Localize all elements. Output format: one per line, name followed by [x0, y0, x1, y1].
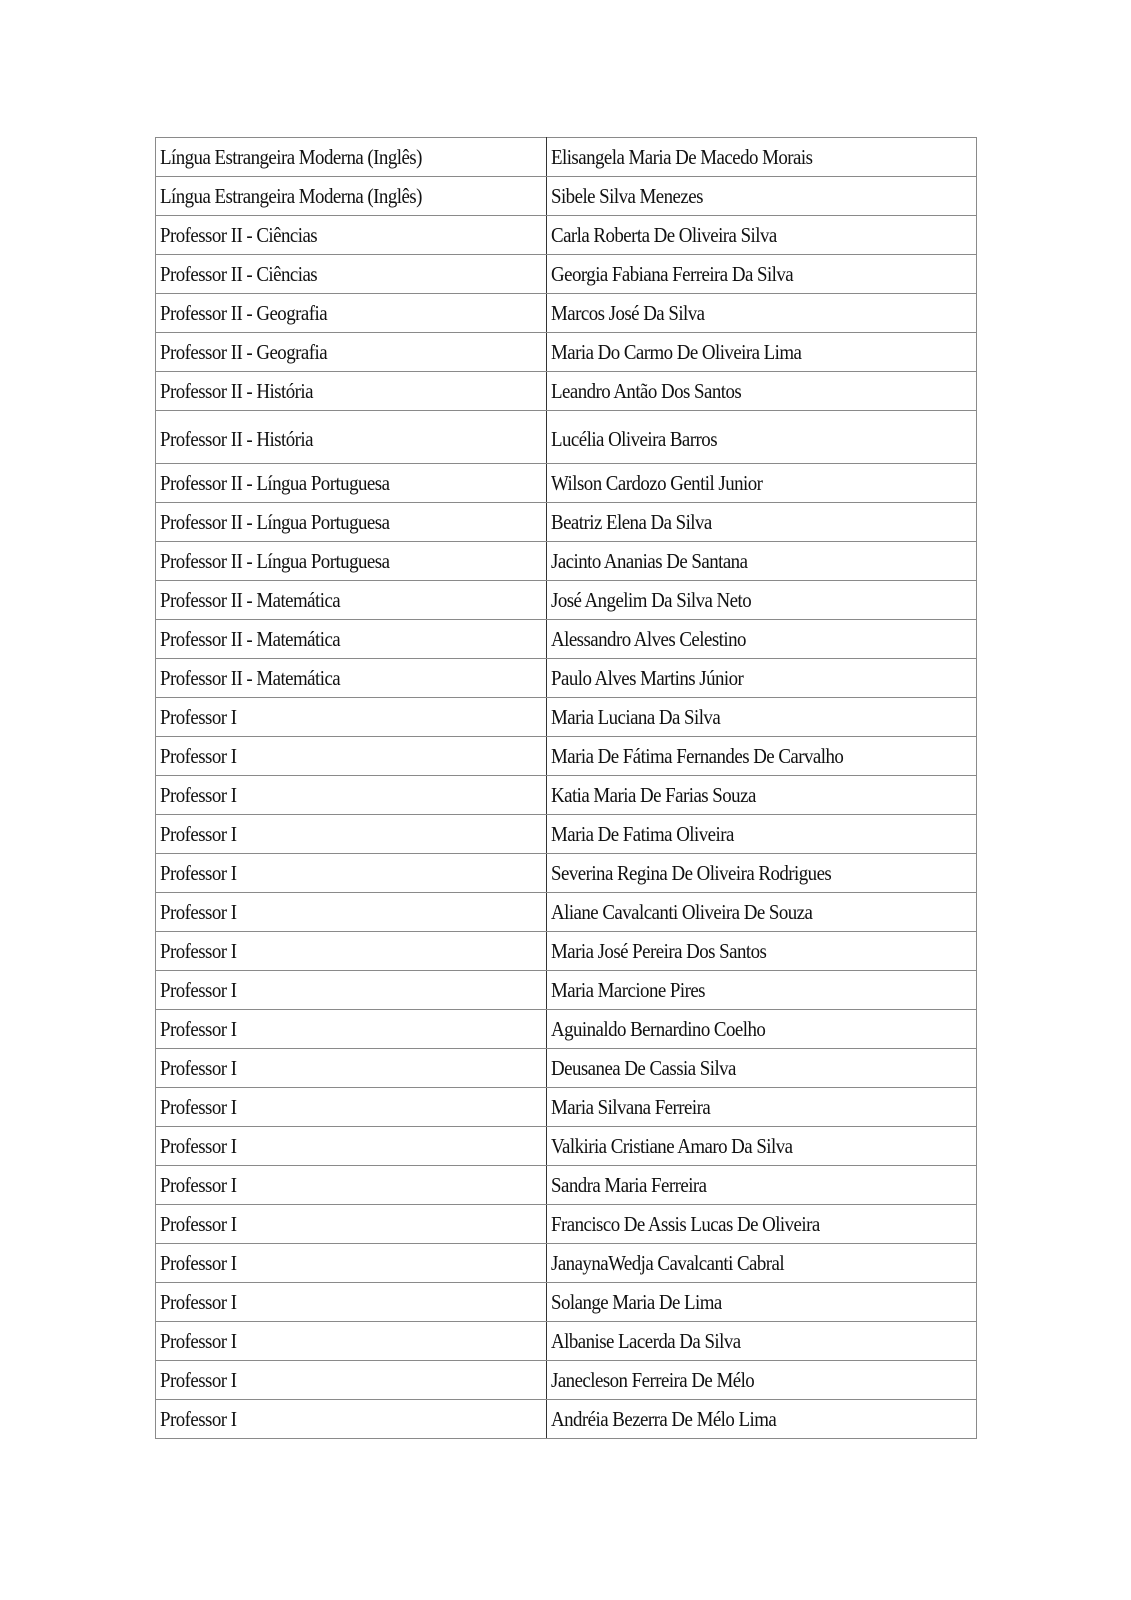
role-cell — [156, 1322, 547, 1361]
role-cell — [156, 737, 547, 776]
name-text: Severina Regina De Oliveira Rodrigues — [551, 861, 832, 885]
role-cell — [156, 1205, 547, 1244]
role-cell — [156, 815, 547, 854]
role-cell — [156, 138, 547, 177]
name-cell — [547, 542, 977, 581]
role-cell — [156, 1049, 547, 1088]
name-text: Maria José Pereira Dos Santos — [551, 939, 767, 963]
table-row — [156, 255, 977, 294]
name-text: Georgia Fabiana Ferreira Da Silva — [551, 262, 794, 286]
name-cell — [547, 659, 977, 698]
role-cell — [156, 464, 547, 503]
name-text: Maria Luciana Da Silva — [551, 705, 721, 729]
table-row — [156, 581, 977, 620]
name-cell — [547, 1361, 977, 1400]
table-row — [156, 1322, 977, 1361]
table-row — [156, 411, 977, 464]
name-text: Maria De Fatima Oliveira — [551, 822, 734, 846]
role-text: Professor I — [160, 978, 237, 1002]
name-text: Wilson Cardozo Gentil Junior — [551, 471, 763, 495]
role-cell — [156, 1166, 547, 1205]
role-cell — [156, 1283, 547, 1322]
name-cell — [547, 1127, 977, 1166]
role-text: Professor I — [160, 1329, 237, 1353]
role-cell — [156, 932, 547, 971]
table-row — [156, 1205, 977, 1244]
role-text: Professor I — [160, 744, 237, 768]
name-cell — [547, 776, 977, 815]
table-row — [156, 464, 977, 503]
role-text: Professor I — [160, 861, 237, 885]
name-text: Marcos José Da Silva — [551, 301, 705, 325]
role-cell — [156, 971, 547, 1010]
table-row — [156, 1088, 977, 1127]
role-cell — [156, 1244, 547, 1283]
name-text: Beatriz Elena Da Silva — [551, 510, 712, 534]
name-cell — [547, 1088, 977, 1127]
staff-roster-table — [155, 137, 977, 1439]
table-row — [156, 1010, 977, 1049]
name-text: Valkiria Cristiane Amaro Da Silva — [551, 1134, 793, 1158]
name-cell — [547, 464, 977, 503]
role-text: Professor I — [160, 1017, 237, 1041]
name-cell — [547, 216, 977, 255]
role-text: Professor II - Ciências — [160, 223, 318, 247]
role-text: Professor II - Matemática — [160, 627, 341, 651]
role-text: Professor II - Língua Portuguesa — [160, 471, 390, 495]
table-row — [156, 659, 977, 698]
name-cell — [547, 698, 977, 737]
role-text: Professor II - História — [160, 427, 313, 451]
role-text: Professor I — [160, 1368, 237, 1392]
name-cell — [547, 1205, 977, 1244]
role-cell — [156, 893, 547, 932]
name-cell — [547, 1400, 977, 1439]
table-row — [156, 1049, 977, 1088]
role-text: Professor II - História — [160, 379, 313, 403]
role-text: Professor II - Ciências — [160, 262, 318, 286]
role-text: Professor II - Língua Portuguesa — [160, 510, 390, 534]
name-text: Maria Silvana Ferreira — [551, 1095, 711, 1119]
role-cell — [156, 659, 547, 698]
role-text: Professor I — [160, 1056, 237, 1080]
role-text: Professor II - Matemática — [160, 666, 341, 690]
name-cell — [547, 581, 977, 620]
name-cell — [547, 333, 977, 372]
role-cell — [156, 854, 547, 893]
table-row — [156, 1244, 977, 1283]
role-text: Professor II - Matemática — [160, 588, 341, 612]
name-text: Elisangela Maria De Macedo Morais — [551, 145, 813, 169]
name-cell — [547, 815, 977, 854]
name-cell — [547, 1049, 977, 1088]
name-cell — [547, 294, 977, 333]
name-text: JanaynaWedja Cavalcanti Cabral — [551, 1251, 785, 1275]
role-text: Professor I — [160, 1407, 237, 1431]
table-row — [156, 737, 977, 776]
name-text: José Angelim Da Silva Neto — [551, 588, 752, 612]
name-text: Deusanea De Cassia Silva — [551, 1056, 736, 1080]
role-cell — [156, 216, 547, 255]
name-text: Maria De Fátima Fernandes De Carvalho — [551, 744, 844, 768]
role-cell — [156, 698, 547, 737]
name-text: Andréia Bezerra De Mélo Lima — [551, 1407, 777, 1431]
name-text: Maria Marcione Pires — [551, 978, 705, 1002]
role-text: Professor I — [160, 1095, 237, 1119]
name-cell — [547, 854, 977, 893]
name-cell — [547, 737, 977, 776]
role-text: Professor I — [160, 1290, 237, 1314]
name-text: Janecleson Ferreira De Mélo — [551, 1368, 755, 1392]
name-text: Aguinaldo Bernardino Coelho — [551, 1017, 766, 1041]
table-row — [156, 893, 977, 932]
table-row — [156, 138, 977, 177]
role-text: Professor I — [160, 1134, 237, 1158]
role-text: Professor I — [160, 783, 237, 807]
table-row — [156, 294, 977, 333]
name-cell — [547, 1322, 977, 1361]
table-row — [156, 372, 977, 411]
name-cell — [547, 503, 977, 542]
name-cell — [547, 620, 977, 659]
name-cell — [547, 1244, 977, 1283]
name-text: Albanise Lacerda Da Silva — [551, 1329, 741, 1353]
table-row — [156, 1283, 977, 1322]
name-cell — [547, 138, 977, 177]
role-text: Professor I — [160, 900, 237, 924]
role-cell — [156, 503, 547, 542]
name-text: Alessandro Alves Celestino — [551, 627, 746, 651]
name-cell — [547, 1283, 977, 1322]
role-cell — [156, 581, 547, 620]
role-cell — [156, 177, 547, 216]
role-cell — [156, 372, 547, 411]
role-cell — [156, 1088, 547, 1127]
table-row — [156, 177, 977, 216]
name-cell — [547, 255, 977, 294]
table-row — [156, 1127, 977, 1166]
table-row — [156, 698, 977, 737]
role-cell — [156, 1361, 547, 1400]
table-row — [156, 1400, 977, 1439]
role-text: Professor II - Língua Portuguesa — [160, 549, 390, 573]
table-row — [156, 971, 977, 1010]
table-row — [156, 216, 977, 255]
role-cell — [156, 411, 547, 464]
table-row — [156, 542, 977, 581]
name-text: Jacinto Ananias De Santana — [551, 549, 748, 573]
name-cell — [547, 177, 977, 216]
role-text: Professor I — [160, 1173, 237, 1197]
role-cell — [156, 294, 547, 333]
role-cell — [156, 776, 547, 815]
name-cell — [547, 893, 977, 932]
role-text: Professor II - Geografia — [160, 301, 328, 325]
role-cell — [156, 255, 547, 294]
table-row — [156, 854, 977, 893]
role-text: Professor I — [160, 1212, 237, 1236]
role-text: Professor II - Geografia — [160, 340, 328, 364]
role-text: Professor I — [160, 705, 237, 729]
table-row — [156, 620, 977, 659]
role-cell — [156, 1400, 547, 1439]
role-cell — [156, 333, 547, 372]
role-cell — [156, 620, 547, 659]
name-text: Sandra Maria Ferreira — [551, 1173, 707, 1197]
table-row — [156, 503, 977, 542]
name-cell — [547, 1166, 977, 1205]
role-cell — [156, 542, 547, 581]
role-cell — [156, 1127, 547, 1166]
name-cell — [547, 932, 977, 971]
role-text: Língua Estrangeira Moderna (Inglês) — [160, 184, 422, 208]
table-row — [156, 1361, 977, 1400]
role-text: Professor I — [160, 822, 237, 846]
name-text: Sibele Silva Menezes — [551, 184, 703, 208]
name-cell — [547, 971, 977, 1010]
name-text: Carla Roberta De Oliveira Silva — [551, 223, 777, 247]
table-row — [156, 333, 977, 372]
name-text: Paulo Alves Martins Júnior — [551, 666, 744, 690]
name-text: Leandro Antão Dos Santos — [551, 379, 742, 403]
name-cell — [547, 1010, 977, 1049]
role-cell — [156, 1010, 547, 1049]
name-cell — [547, 411, 977, 464]
name-cell — [547, 372, 977, 411]
table-row — [156, 932, 977, 971]
table-row — [156, 1166, 977, 1205]
table-row — [156, 815, 977, 854]
name-text: Solange Maria De Lima — [551, 1290, 722, 1314]
name-text: Lucélia Oliveira Barros — [551, 427, 718, 451]
role-text: Língua Estrangeira Moderna (Inglês) — [160, 145, 422, 169]
role-text: Professor I — [160, 939, 237, 963]
name-text: Maria Do Carmo De Oliveira Lima — [551, 340, 802, 364]
name-text: Katia Maria De Farias Souza — [551, 783, 756, 807]
name-text: Aliane Cavalcanti Oliveira De Souza — [551, 900, 813, 924]
table-row — [156, 776, 977, 815]
name-text: Francisco De Assis Lucas De Oliveira — [551, 1212, 820, 1236]
role-text: Professor I — [160, 1251, 237, 1275]
